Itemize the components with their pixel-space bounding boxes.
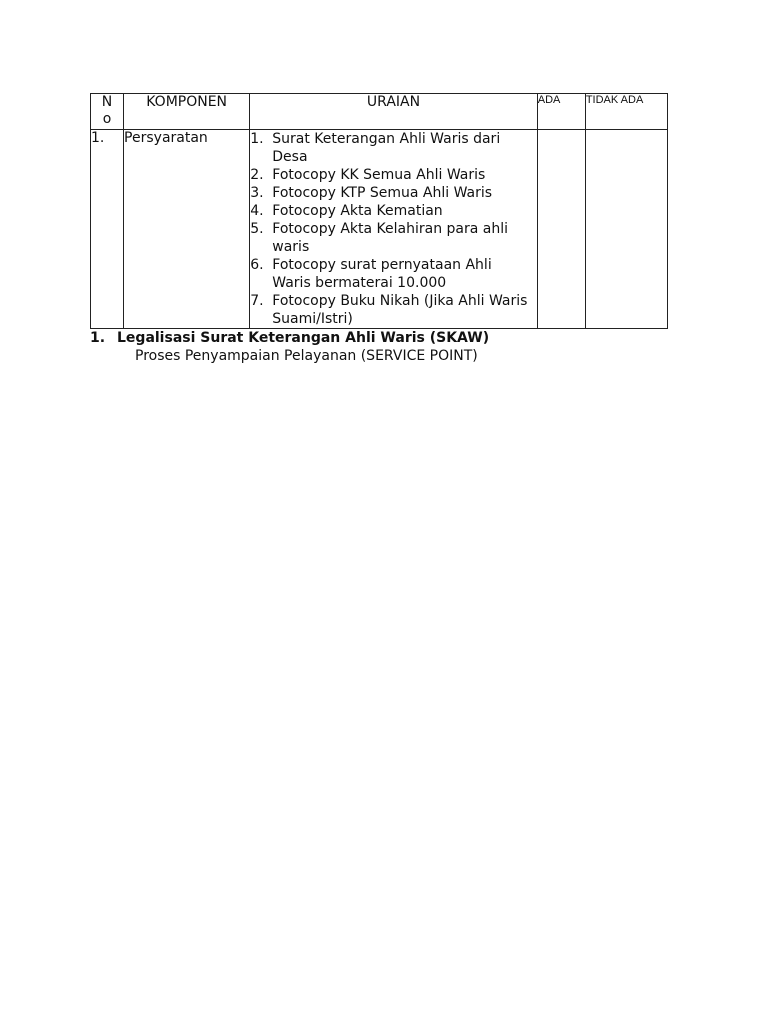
- list-item: [250, 166, 536, 184]
- list-item-text: Fotocopy KTP Semua Ahli Waris: [272, 185, 493, 201]
- section-subtitle: Proses Penyampaian Pelayanan (SERVICE POINT): [135, 348, 478, 364]
- list-item-number: 6.: [250, 257, 264, 273]
- list-item-number: 3.: [250, 185, 264, 201]
- list-item: [250, 292, 536, 328]
- row-uraian: [250, 130, 537, 329]
- table-header-row: [91, 94, 668, 130]
- section-number: 1.: [90, 330, 106, 346]
- requirements-list: [250, 130, 536, 328]
- header-no-line-1: N: [101, 94, 113, 110]
- list-item-number: 7.: [250, 293, 264, 309]
- list-item: [250, 202, 536, 220]
- list-item-text: Fotocopy Buku Nikah (Jika Ahli Waris Suami/Istri): [272, 293, 528, 327]
- list-item: [250, 220, 536, 256]
- list-item-text: Surat Keterangan Ahli Waris dari Desa: [272, 131, 501, 165]
- row-komponen: Persyaratan: [124, 130, 250, 329]
- list-item-text: Fotocopy Akta Kelahiran para ahli waris: [272, 221, 508, 255]
- header-no-line-2: o: [102, 111, 112, 127]
- list-item-number: 5.: [250, 221, 264, 237]
- header-ada: ADA: [537, 94, 585, 130]
- row-number: 1.: [91, 130, 124, 329]
- header-no: [91, 94, 124, 130]
- list-item: [250, 184, 536, 202]
- list-item-number: 4.: [250, 203, 264, 219]
- section-title: Legalisasi Surat Keterangan Ahli Waris (SKAW): [117, 330, 490, 346]
- list-item-number: 1.: [250, 131, 264, 147]
- row-ada-cell: [537, 130, 585, 329]
- header-tidak-ada: TIDAK ADA: [585, 94, 667, 130]
- list-item-text: Fotocopy KK Semua Ahli Waris: [272, 167, 486, 183]
- list-item-text: Fotocopy surat pernyataan Ahli Waris bermaterai 10.000: [272, 257, 492, 291]
- list-item-number: 2.: [250, 167, 264, 183]
- list-item-text: Fotocopy Akta Kematian: [272, 203, 443, 219]
- requirements-table: [90, 93, 668, 329]
- section-heading: [90, 330, 489, 347]
- header-komponen: KOMPONEN: [124, 94, 250, 130]
- table-row: [91, 130, 668, 329]
- header-uraian: URAIAN: [250, 94, 537, 130]
- list-item: [250, 130, 536, 166]
- row-tidak-ada-cell: [585, 130, 667, 329]
- list-item: [250, 256, 536, 292]
